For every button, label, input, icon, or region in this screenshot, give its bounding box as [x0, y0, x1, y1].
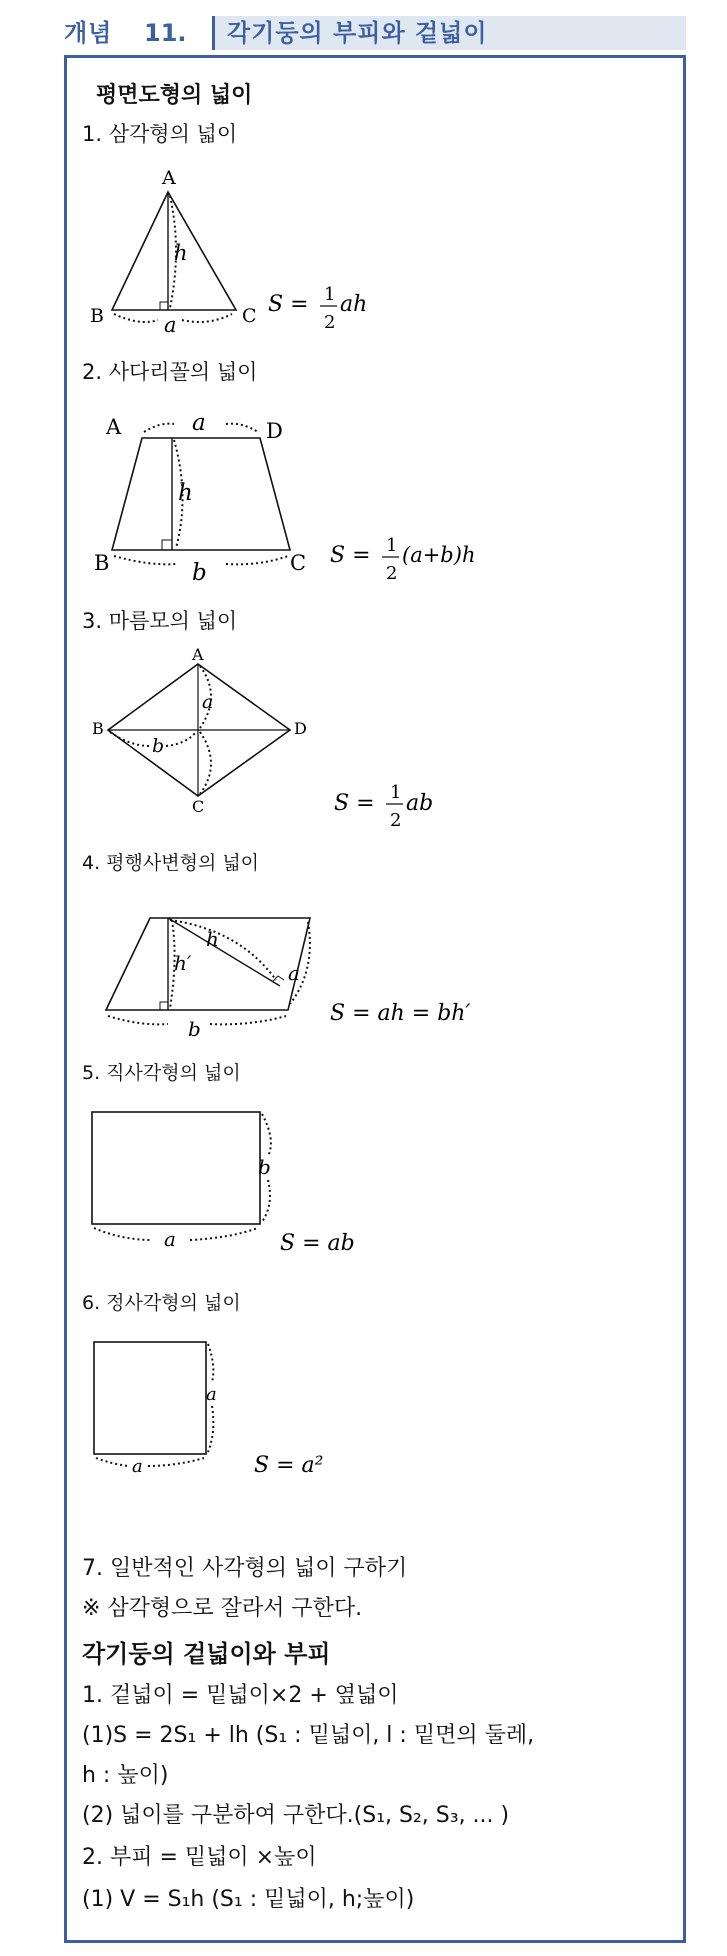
- square-figure: [90, 1330, 450, 1490]
- fraction-denominator: 2: [390, 810, 402, 831]
- fraction-denominator: 2: [324, 312, 336, 333]
- rhombus-figure: [90, 640, 450, 840]
- volume-formula: (1) V = S₁h (S₁ : 밑넓이, h;높이): [82, 1887, 415, 1912]
- trapezoid-figure: [90, 400, 510, 586]
- side-a-right-label: a: [206, 1384, 217, 1405]
- height-label: h: [174, 241, 188, 265]
- fraction-numerator: 1: [390, 782, 402, 803]
- diagonal-b-label: b: [152, 735, 165, 757]
- height-h-label: h: [206, 927, 219, 951]
- vertex-b-label: B: [92, 719, 104, 738]
- concept-header: [64, 14, 686, 52]
- fraction-denominator: 2: [386, 563, 398, 584]
- vertex-a-label: A: [162, 167, 176, 189]
- side-b-label: b: [258, 1155, 271, 1179]
- surface-area-formula: (1)S = 2S₁ + lh (S₁ : 밑넓이, l : 밑면의 둘레,: [82, 1723, 535, 1748]
- section-title-plane: 평면도형의 넓이: [96, 83, 253, 108]
- base-b-label: b: [188, 1017, 201, 1041]
- formula-rhs: (a+b)h: [402, 543, 476, 567]
- item-rectangle-label: 5. 직사각형의 넓이: [82, 1062, 241, 1084]
- parallelogram-figure: [90, 900, 510, 1050]
- concept-number: 11.: [144, 19, 187, 47]
- formula: S = ah = bh′: [330, 1001, 471, 1026]
- concept-label: 개념: [64, 19, 113, 47]
- formula-lhs: S =: [330, 543, 371, 568]
- surface-area-formula-cont: h : 높이): [82, 1763, 169, 1788]
- surface-area-method: (2) 넓이를 구분하여 구한다.(S₁, S₂, S₃, ... ): [82, 1803, 510, 1828]
- vertex-a-label: A: [192, 645, 204, 664]
- fraction-numerator: 1: [324, 284, 336, 305]
- item-trapezoid-label: 2. 사다리꼴의 넓이: [82, 360, 258, 384]
- item-square-label: 6. 정사각형의 넓이: [82, 1292, 241, 1314]
- vertex-d-label: D: [266, 419, 283, 443]
- item-rhombus-label: 3. 마름모의 넓이: [82, 609, 238, 633]
- item-general-quad-label: 7. 일반적인 사각형의 넓이 구하기: [82, 1556, 408, 1581]
- fraction-numerator: 1: [386, 535, 398, 556]
- vertex-c-label: C: [242, 305, 257, 327]
- vertex-a-label: A: [106, 415, 122, 439]
- item-triangle-label: 1. 삼각형의 넓이: [82, 122, 238, 146]
- formula: S = ab: [280, 1231, 355, 1256]
- vertex-c-label: C: [192, 797, 205, 816]
- diagonal-a-label: a: [202, 691, 214, 713]
- vertex-b-label: B: [90, 305, 104, 327]
- formula-rhs: ah: [340, 292, 368, 317]
- triangle-figure: [90, 160, 390, 340]
- base-label: a: [164, 313, 177, 337]
- formula: S = a²: [254, 1453, 324, 1478]
- formula-lhs: S =: [268, 292, 309, 317]
- top-base-label: a: [192, 410, 206, 436]
- section-title-prism: 각기둥의 겉넓이와 부피: [82, 1640, 331, 1668]
- bottom-base-label: b: [192, 560, 207, 586]
- vertex-b-label: B: [94, 551, 110, 575]
- side-a-bottom-label: a: [132, 1456, 143, 1477]
- vertex-d-label: D: [294, 719, 307, 738]
- volume-line: 2. 부피 = 밑넓이 ×높이: [82, 1845, 317, 1870]
- height-label: h: [178, 480, 193, 506]
- side-a-label: a: [288, 961, 300, 985]
- vertex-c-label: C: [290, 551, 307, 575]
- height-hprime-label: h′: [174, 951, 192, 975]
- concept-title: 각기둥의 부피와 겉넓이: [212, 16, 686, 50]
- general-quad-note: ※ 삼각형으로 잘라서 구한다.: [82, 1596, 363, 1621]
- formula-lhs: S =: [334, 791, 375, 816]
- rectangle-figure: [90, 1100, 450, 1260]
- formula-rhs: ab: [406, 791, 434, 816]
- surface-area-line: 1. 겉넓이 = 밑넓이×2 + 옆넓이: [82, 1683, 399, 1708]
- side-a-label: a: [164, 1227, 176, 1251]
- item-parallelogram-label: 4. 평행사변형의 넓이: [82, 852, 260, 874]
